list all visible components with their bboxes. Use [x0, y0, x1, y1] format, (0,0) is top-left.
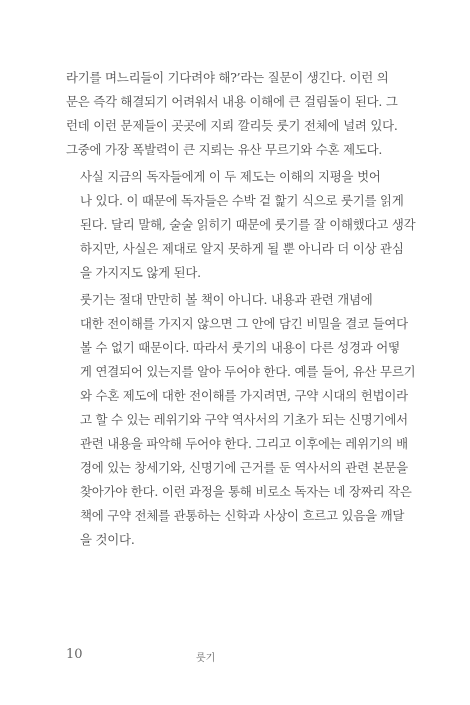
text-line: 된다. 달리 말해, 술술 읽히기 때문에 룻기를 잘 이해했다고 생각: [80, 217, 416, 232]
text-line: 게 연결되어 있는지를 알아 두어야 한다. 예를 들어, 유산 무르기: [80, 364, 416, 379]
text-line: 와 수혼 제도에 대한 전이해를 가지려면, 구약 시대의 헌법이라: [80, 388, 408, 403]
text-line: 을 것이다.: [80, 532, 135, 547]
text-line: 런데 이런 문제들이 곳곳에 지뢰 깔리듯 룻기 전체에 널려 있다.: [66, 118, 398, 133]
body-text: [66, 66, 416, 555]
text-line: 찾아가야 한다. 이런 과정을 통해 비로소 독자는 네 장짜리 작은: [80, 484, 412, 499]
text-line: 나 있다. 이 때문에 독자들은 수박 겉 핥기 식으로 룻기를 읽게: [80, 193, 404, 208]
paragraph: [66, 66, 398, 162]
text-line: 하지만, 사실은 제대로 알지 못하게 될 뿐 아니라 더 이상 관심: [80, 241, 404, 256]
page-number: 10: [66, 647, 83, 662]
text-line: 고 할 수 있는 레위기와 구약 역사서의 기초가 되는 신명기에서: [80, 412, 408, 427]
text-line: 관련 내용을 파악해 두어야 한다. 그리고 이후에는 레위기의 배: [80, 436, 408, 451]
text-line: 책에 구약 전체를 관통하는 신학과 사상이 흐르고 있음을 깨달: [80, 508, 405, 523]
text-line: 그중에 가장 폭발력이 큰 지뢰는 유산 무르기와 수혼 제도다.: [66, 142, 383, 157]
text-line: 사실 지금의 독자들에게 이 두 제도는 이해의 지평을 벗어: [80, 169, 381, 184]
paragraph: [66, 165, 416, 285]
page-footer: [66, 647, 374, 667]
text-line: 을 가지지도 않게 된다.: [80, 265, 201, 280]
running-title: 룻기: [196, 653, 216, 664]
paragraph: [66, 288, 416, 552]
text-line: 라기를 며느리들이 기다려야 해?’라는 질문이 생긴다. 이런 의: [66, 70, 389, 85]
text-line: 경에 있는 창세기와, 신명기에 근거를 둔 역사서의 관련 본문을: [80, 460, 408, 475]
text-line: 문은 즉각 해결되기 어려워서 내용 이해에 큰 걸림돌이 된다. 그: [66, 94, 398, 109]
text-line: 룻기는 절대 만만히 볼 책이 아니다. 내용과 관련 개념에: [80, 292, 373, 307]
text-line: 대한 전이해를 가지지 않으면 그 안에 담긴 비밀을 결코 들여다: [80, 316, 408, 331]
text-line: 볼 수 없기 때문이다. 따라서 룻기의 내용이 다른 성경과 어떻: [80, 340, 400, 355]
